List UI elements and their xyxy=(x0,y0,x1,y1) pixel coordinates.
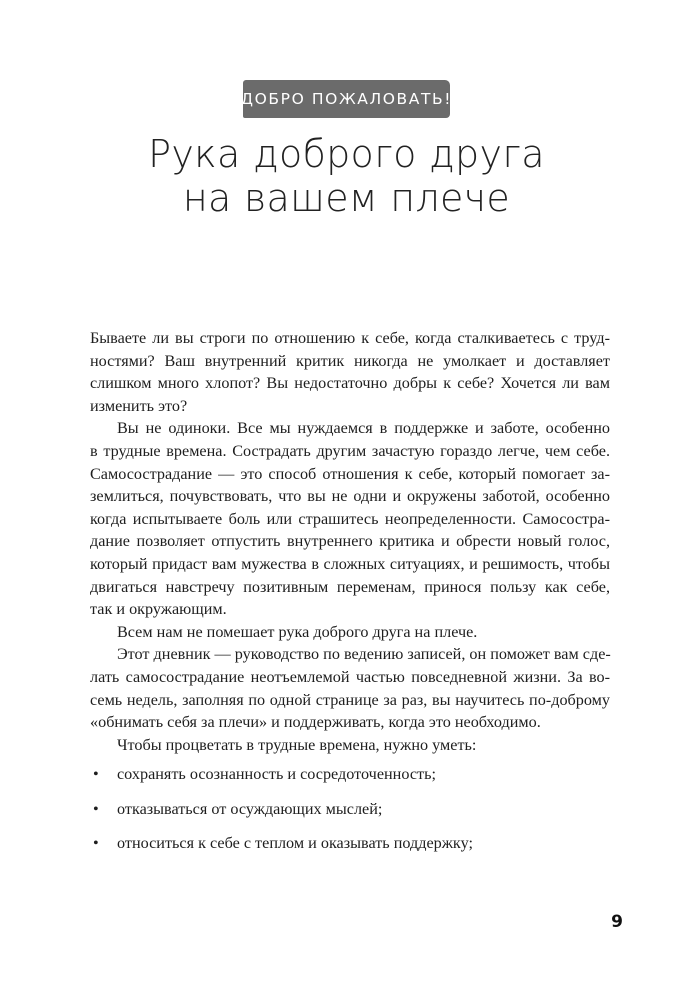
bullet-marker: • xyxy=(93,765,99,783)
section-tag xyxy=(240,80,453,118)
bullet-item xyxy=(90,763,610,786)
paragraph-4 xyxy=(90,643,610,733)
text-line: Всем нам не помешает рука доброго друга на плече. xyxy=(117,622,478,641)
chapter-title-line-1: Рука доброго друга xyxy=(148,132,545,176)
chapter-title-line-2: на вашем плече xyxy=(182,176,511,220)
text-line: дание позволяет отпустить внутреннего критика и обрести новый голос, xyxy=(90,532,610,551)
body-text xyxy=(90,327,610,756)
text-line: лать самосострадание неотъемлемой частью повседневной жизни. За во- xyxy=(90,667,610,686)
text-line: когда испытываете боль или страшитесь неопределенности. Самосостра- xyxy=(90,509,610,528)
bullet-marker: • xyxy=(93,834,99,853)
text-line: «обнимать себя за плечи» и поддерживать, когда это необходимо. xyxy=(90,713,541,732)
bullet-text: отказываться от осуждающих мыслей; xyxy=(117,799,383,818)
text-line: слишком много хлопот? Вы недостаточно добры к себе? Хочется ли вам xyxy=(90,374,610,393)
text-line: ностями? Ваш внутренний критик никогда не умолкает и доставляет xyxy=(90,351,610,370)
text-line: который придаст вам мужества в сложных ситуациях, и решимость, чтобы xyxy=(90,554,610,573)
bullet-marker: • xyxy=(93,799,99,818)
bullet-text: сохранять осознанность и сосредоточенность; xyxy=(117,765,436,783)
text-line: Самосострадание — это способ отношения к себе, который помогает за- xyxy=(90,464,610,483)
bullet-item xyxy=(90,832,610,855)
text-line: Бываете ли вы строги по отношению к себе, когда сталкиваетесь с труд- xyxy=(90,329,610,347)
text-line: землиться, почувствовать, что вы не одни и окружены заботой, особенно xyxy=(90,487,610,506)
bullet-item xyxy=(90,798,610,821)
text-line: изменить это? xyxy=(90,396,188,415)
text-line: Чтобы процветать в трудные времена, нужно уметь: xyxy=(117,735,477,754)
text-line: двигаться навстречу позитивным переменам, принося пользу как себе, xyxy=(90,577,610,596)
bullet-list xyxy=(90,763,610,855)
text-line: Вы не одиноки. Все мы нуждаемся в поддержке и заботе, особенно xyxy=(117,419,610,438)
text-line: так и окружающим. xyxy=(90,600,227,619)
paragraph-5 xyxy=(90,734,610,757)
paragraph-2 xyxy=(90,417,610,620)
page-number: 9 xyxy=(611,912,623,932)
paragraph-3 xyxy=(90,621,610,644)
text-line: семь недель, заполняя по одной странице за раз, вы научитесь по-доброму xyxy=(90,690,610,709)
bullet-text: относиться к себе с теплом и оказывать поддержку; xyxy=(117,834,473,853)
section-tag-label: ДОБРО ПОЖАЛОВАТЬ! xyxy=(240,90,453,108)
paragraph-1 xyxy=(90,327,610,417)
text-line: в трудные времена. Сострадать другим зачастую гораздо легче, чем себе. xyxy=(90,441,610,460)
text-line: Этот дневник — руководство по ведению записей, он поможет вам сде- xyxy=(117,645,611,664)
chapter-title xyxy=(0,132,693,220)
